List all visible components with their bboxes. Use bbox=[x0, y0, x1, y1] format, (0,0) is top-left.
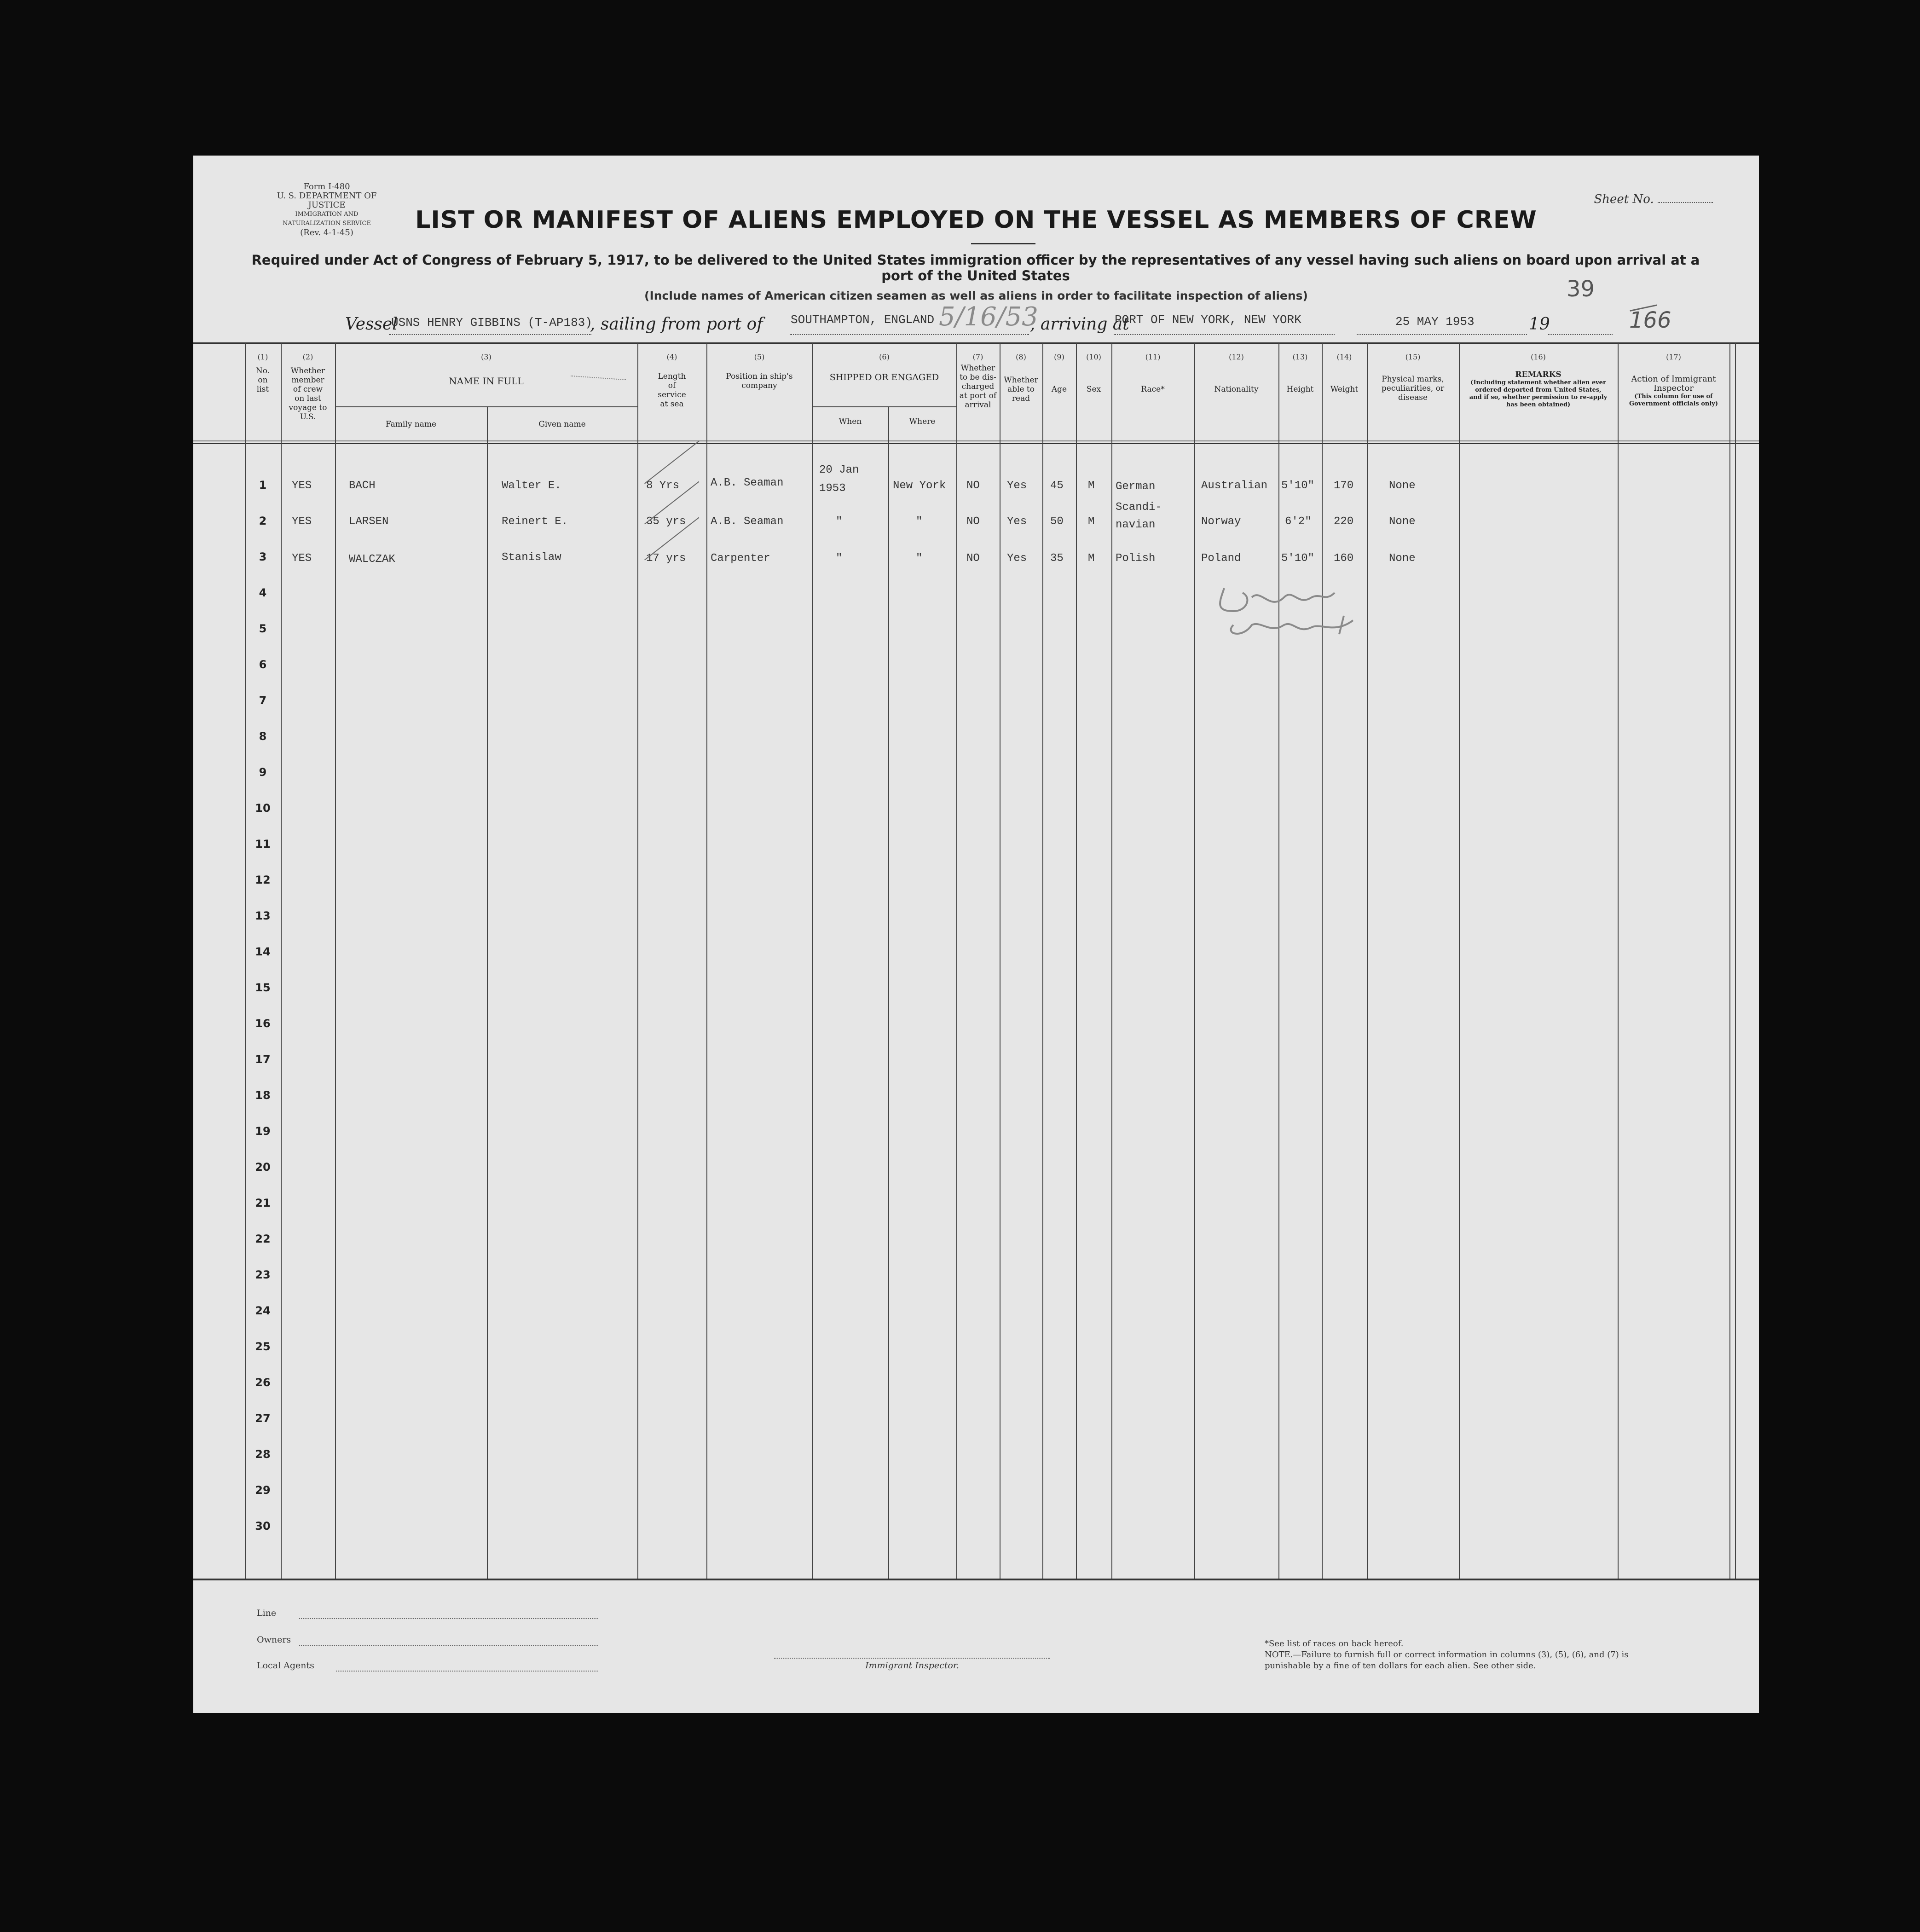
shipped-subheader-rule bbox=[812, 406, 956, 407]
vessel-label: Vessel bbox=[345, 315, 398, 334]
col-label: Whether member of crew on last voyage to U.S. bbox=[289, 366, 327, 422]
cell-position: A.B. Seaman bbox=[711, 515, 784, 528]
cell-given: Reinert E. bbox=[502, 515, 568, 528]
year-label: 19 bbox=[1529, 315, 1550, 334]
cell-sex: M bbox=[1088, 552, 1095, 565]
title-rule bbox=[971, 243, 1035, 244]
cell-prior: YES bbox=[292, 515, 312, 528]
column-rule bbox=[281, 343, 282, 1579]
cell-family: BACH bbox=[349, 480, 376, 492]
vessel-name: USNS HENRY GIBBINS (T-AP183) bbox=[391, 316, 592, 330]
pencil-signature bbox=[1206, 570, 1371, 643]
footer-owners-field bbox=[299, 1645, 598, 1646]
page-subtitle-note: (Include names of American citizen seamen as well as aliens in order to facilitate inspection of aliens) bbox=[644, 289, 1308, 302]
col-header-prior-voyage bbox=[281, 353, 335, 422]
row-number: 28 bbox=[255, 1448, 271, 1461]
col-number: (3) bbox=[481, 353, 492, 361]
col-number: (15) bbox=[1405, 353, 1421, 361]
cell-height: 5'10" bbox=[1281, 552, 1315, 565]
year-underline bbox=[1548, 334, 1613, 335]
col-number: (2) bbox=[302, 353, 313, 361]
row-number: 14 bbox=[255, 945, 271, 958]
col-number: (11) bbox=[1145, 353, 1161, 361]
col-label: Height bbox=[1286, 385, 1314, 394]
cell-given: Walter E. bbox=[502, 480, 561, 492]
col-header-position bbox=[706, 353, 812, 390]
row-number: 26 bbox=[255, 1376, 271, 1389]
sailing-port: SOUTHAMPTON, ENGLAND bbox=[791, 313, 935, 327]
footer-note-races: *See list of races on back hereof. bbox=[1265, 1639, 1404, 1649]
inspector-label: Immigrant Inspector. bbox=[865, 1660, 959, 1671]
col-label: Sex bbox=[1086, 385, 1101, 394]
col-header-remarks bbox=[1459, 353, 1618, 409]
cell-race: Polish bbox=[1116, 552, 1156, 565]
col-header-height bbox=[1278, 353, 1322, 394]
row-number: 3 bbox=[259, 550, 267, 563]
row-number: 11 bbox=[255, 838, 271, 850]
col-header-discharged bbox=[956, 353, 1000, 410]
arriving-underline bbox=[1114, 334, 1335, 335]
col-header-shipped bbox=[812, 353, 956, 382]
cell-nationality: Australian bbox=[1201, 480, 1268, 492]
cell-height: 6'2" bbox=[1285, 515, 1312, 528]
column-rule bbox=[1111, 343, 1112, 1579]
row-number: 15 bbox=[255, 981, 271, 994]
form-number: Form I-480 bbox=[303, 182, 350, 191]
footer-note-penalty: NOTE.—Failure to furnish full or correct information in columns (3), (5), (6), and (7) is punishable by a fine of ten dollars for each alien. See other side. bbox=[1265, 1650, 1629, 1671]
row-number: 24 bbox=[255, 1304, 271, 1317]
row-number: 2 bbox=[259, 515, 267, 527]
col-label: Weight bbox=[1330, 385, 1359, 394]
page-subtitle: Required under Act of Congress of February 5, 1917, to be delivered to the United States immigration officer by the representatives of any vessel having such aliens on board upon arrival at a port of the United States bbox=[251, 252, 1700, 283]
col-header-sex bbox=[1076, 353, 1111, 394]
form-rev: (Rev. 4-1-45) bbox=[300, 228, 353, 237]
row-number: 13 bbox=[255, 909, 271, 922]
col-number: (10) bbox=[1086, 353, 1101, 361]
row-number: 20 bbox=[255, 1161, 271, 1174]
footer-line-field bbox=[299, 1618, 598, 1619]
footer-agents-label: Local Agents bbox=[257, 1660, 314, 1671]
form-dept: U. S. DEPARTMENT OF JUSTICE bbox=[277, 191, 377, 210]
cell-when: " bbox=[836, 552, 843, 565]
col-header-weight bbox=[1322, 353, 1367, 394]
cell-age: 35 bbox=[1050, 552, 1064, 565]
cell-race: German bbox=[1116, 480, 1156, 493]
row-number: 19 bbox=[255, 1125, 271, 1138]
column-rule bbox=[1618, 343, 1619, 1579]
manifest-page bbox=[193, 156, 1759, 1713]
row-number: 29 bbox=[255, 1484, 271, 1497]
column-rule bbox=[888, 406, 889, 1579]
column-rule bbox=[1459, 343, 1460, 1579]
column-rule bbox=[637, 343, 638, 1579]
row-number: 8 bbox=[259, 730, 267, 743]
cell-position: A.B. Seaman bbox=[711, 477, 784, 489]
row-number: 21 bbox=[255, 1197, 271, 1209]
cell-height: 5'10" bbox=[1281, 480, 1315, 492]
cell-where: " bbox=[916, 515, 923, 528]
cell-marks: None bbox=[1389, 480, 1416, 492]
cell-age: 50 bbox=[1050, 515, 1064, 528]
col-header-no bbox=[245, 353, 281, 394]
row-number: 16 bbox=[255, 1017, 271, 1030]
arriving-label: , arriving at bbox=[1030, 315, 1129, 334]
column-rule bbox=[335, 343, 336, 1579]
row-number: 30 bbox=[255, 1520, 271, 1533]
col-label: Action of Immigrant Inspector bbox=[1631, 374, 1716, 393]
col-number: (4) bbox=[666, 353, 677, 361]
row-number: 1 bbox=[259, 479, 267, 492]
row-number: 25 bbox=[255, 1340, 271, 1353]
cell-prior: YES bbox=[292, 552, 312, 565]
sheet-number bbox=[1594, 192, 1713, 206]
cell-length: 8 Yrs bbox=[646, 480, 680, 492]
col-header-length bbox=[637, 353, 706, 409]
col-number: (6) bbox=[879, 353, 890, 361]
col-subheader-family: Family name bbox=[385, 420, 437, 429]
col-number: (14) bbox=[1336, 353, 1352, 361]
cell-weight: 160 bbox=[1334, 552, 1354, 565]
col-label: Nationality bbox=[1214, 385, 1259, 394]
sheet-value bbox=[1658, 202, 1713, 203]
cell-length: 17 yrs bbox=[646, 552, 686, 565]
row-number: 7 bbox=[259, 694, 267, 707]
sailing-label: , sailing from port of bbox=[590, 315, 763, 334]
row-number: 5 bbox=[259, 622, 267, 635]
col-header-name bbox=[335, 353, 637, 386]
sailing-underline bbox=[790, 334, 1029, 335]
handwritten-number: 39 bbox=[1567, 276, 1595, 302]
cell-read: Yes bbox=[1007, 552, 1027, 565]
table-top-rule bbox=[193, 342, 1759, 344]
col-header-nationality bbox=[1194, 353, 1278, 394]
col-label: No. on list bbox=[255, 366, 270, 394]
col-header-action bbox=[1618, 353, 1729, 408]
col-number: (17) bbox=[1666, 353, 1681, 361]
col-label: Whether able to read bbox=[1004, 376, 1038, 403]
cell-where: " bbox=[916, 552, 923, 565]
cell-length: 35 yrs bbox=[646, 515, 686, 528]
cell-race: Scandi- navian bbox=[1116, 501, 1162, 531]
col-label: REMARKS bbox=[1515, 370, 1561, 379]
column-rule bbox=[706, 343, 707, 1579]
footer-agents-field bbox=[336, 1671, 598, 1672]
row-number: 17 bbox=[255, 1053, 271, 1066]
cell-prior: YES bbox=[292, 480, 312, 492]
cell-weight: 170 bbox=[1334, 480, 1354, 492]
row-number: 27 bbox=[255, 1412, 271, 1425]
cell-sex: M bbox=[1088, 515, 1095, 528]
row-number: 10 bbox=[255, 802, 271, 815]
col-label: Whether to be dis-charged at port of arrival bbox=[959, 364, 997, 410]
inspector-signature-line bbox=[774, 1658, 1050, 1659]
cell-nationality: Poland bbox=[1201, 552, 1241, 565]
form-service: IMMIGRATION AND NATURALIZATION SERVICE bbox=[283, 211, 371, 227]
vessel-underline bbox=[389, 334, 591, 335]
col-number: (12) bbox=[1229, 353, 1244, 361]
col-header-read bbox=[1000, 353, 1042, 403]
column-rule bbox=[1194, 343, 1195, 1579]
col-number: (9) bbox=[1054, 353, 1064, 361]
row-number: 9 bbox=[259, 766, 267, 779]
date-underline bbox=[1357, 334, 1527, 335]
row-number: 4 bbox=[259, 586, 267, 599]
cell-family: WALCZAK bbox=[349, 553, 395, 566]
col-number: (13) bbox=[1292, 353, 1308, 361]
column-rule bbox=[487, 406, 488, 1579]
cell-given: Stanislaw bbox=[502, 551, 561, 564]
cell-marks: None bbox=[1389, 552, 1416, 565]
cell-nationality: Norway bbox=[1201, 515, 1241, 528]
handwritten-number: 166 bbox=[1629, 307, 1671, 333]
cell-sex: M bbox=[1088, 480, 1095, 492]
row-number: 12 bbox=[255, 873, 271, 886]
cell-when: 20 Jan 1953 bbox=[819, 464, 859, 495]
col-number: (16) bbox=[1531, 353, 1546, 361]
cell-marks: None bbox=[1389, 515, 1416, 528]
cell-discharged: NO bbox=[966, 480, 980, 492]
col-label: Position in ship's company bbox=[726, 372, 793, 390]
col-label: SHIPPED OR ENGAGED bbox=[829, 372, 939, 382]
row-number: 18 bbox=[255, 1089, 271, 1102]
column-rule bbox=[956, 343, 957, 1579]
name-subheader-rule bbox=[335, 406, 637, 407]
column-rule bbox=[1042, 343, 1043, 1579]
col-number: (8) bbox=[1016, 353, 1026, 361]
column-rule bbox=[812, 343, 813, 1579]
page-title: LIST OR MANIFEST OF ALIENS EMPLOYED ON THE VESSEL AS MEMBERS OF CREW bbox=[415, 206, 1537, 234]
table-bottom-rule bbox=[193, 1579, 1759, 1580]
row-number: 6 bbox=[259, 658, 267, 671]
arriving-port: PORT OF NEW YORK, NEW YORK bbox=[1115, 313, 1301, 327]
col-header-race bbox=[1111, 353, 1194, 394]
cell-read: Yes bbox=[1007, 480, 1027, 492]
cell-discharged: NO bbox=[966, 515, 980, 528]
cell-weight: 220 bbox=[1334, 515, 1354, 528]
col-label: NAME IN FULL bbox=[449, 376, 524, 387]
cell-read: Yes bbox=[1007, 515, 1027, 528]
col-label: Physical marks, peculiarities, or disease bbox=[1381, 375, 1445, 402]
column-rule bbox=[1278, 343, 1279, 1579]
column-rule bbox=[1322, 343, 1323, 1579]
col-subheader-given: Given name bbox=[538, 420, 586, 429]
table-header-rule bbox=[193, 440, 1759, 444]
sheet-label: Sheet No. bbox=[1594, 192, 1654, 206]
footer-line-label: Line bbox=[257, 1608, 277, 1618]
col-header-physical bbox=[1367, 353, 1459, 402]
cell-position: Carpenter bbox=[711, 552, 770, 565]
col-label: Race* bbox=[1141, 385, 1165, 394]
cell-discharged: NO bbox=[966, 552, 980, 565]
col-subheader-where: Where bbox=[909, 417, 936, 426]
row-number: 23 bbox=[255, 1268, 271, 1281]
col-number: (1) bbox=[257, 353, 268, 361]
footer-owners-label: Owners bbox=[257, 1635, 291, 1645]
cell-age: 45 bbox=[1050, 480, 1064, 492]
column-rule bbox=[1367, 343, 1368, 1579]
col-note: (Including statement whether alien ever ordered deported from United States, and if so, whether permission to re-apply has been obtained) bbox=[1469, 379, 1608, 408]
col-label: Length of service at sea bbox=[658, 372, 686, 409]
col-number: (5) bbox=[754, 353, 765, 361]
col-label: Age bbox=[1051, 385, 1067, 394]
column-rule bbox=[245, 343, 246, 1579]
column-rule bbox=[1076, 343, 1077, 1579]
col-header-age bbox=[1042, 353, 1076, 394]
column-rule bbox=[1729, 343, 1730, 1579]
pencil-stroke bbox=[644, 441, 699, 484]
row-number: 22 bbox=[255, 1232, 271, 1245]
column-rule bbox=[1735, 343, 1736, 1579]
cell-where: New York bbox=[893, 480, 946, 492]
arrival-date: 25 MAY 1953 bbox=[1395, 315, 1475, 329]
col-subheader-when: When bbox=[839, 417, 862, 426]
handwritten-date: 5/16/53 bbox=[939, 302, 1038, 332]
col-number: (7) bbox=[972, 353, 983, 361]
cell-when: " bbox=[836, 515, 843, 528]
col-note: (This column for use of Government officials only) bbox=[1629, 393, 1718, 407]
cell-family: LARSEN bbox=[349, 515, 389, 528]
